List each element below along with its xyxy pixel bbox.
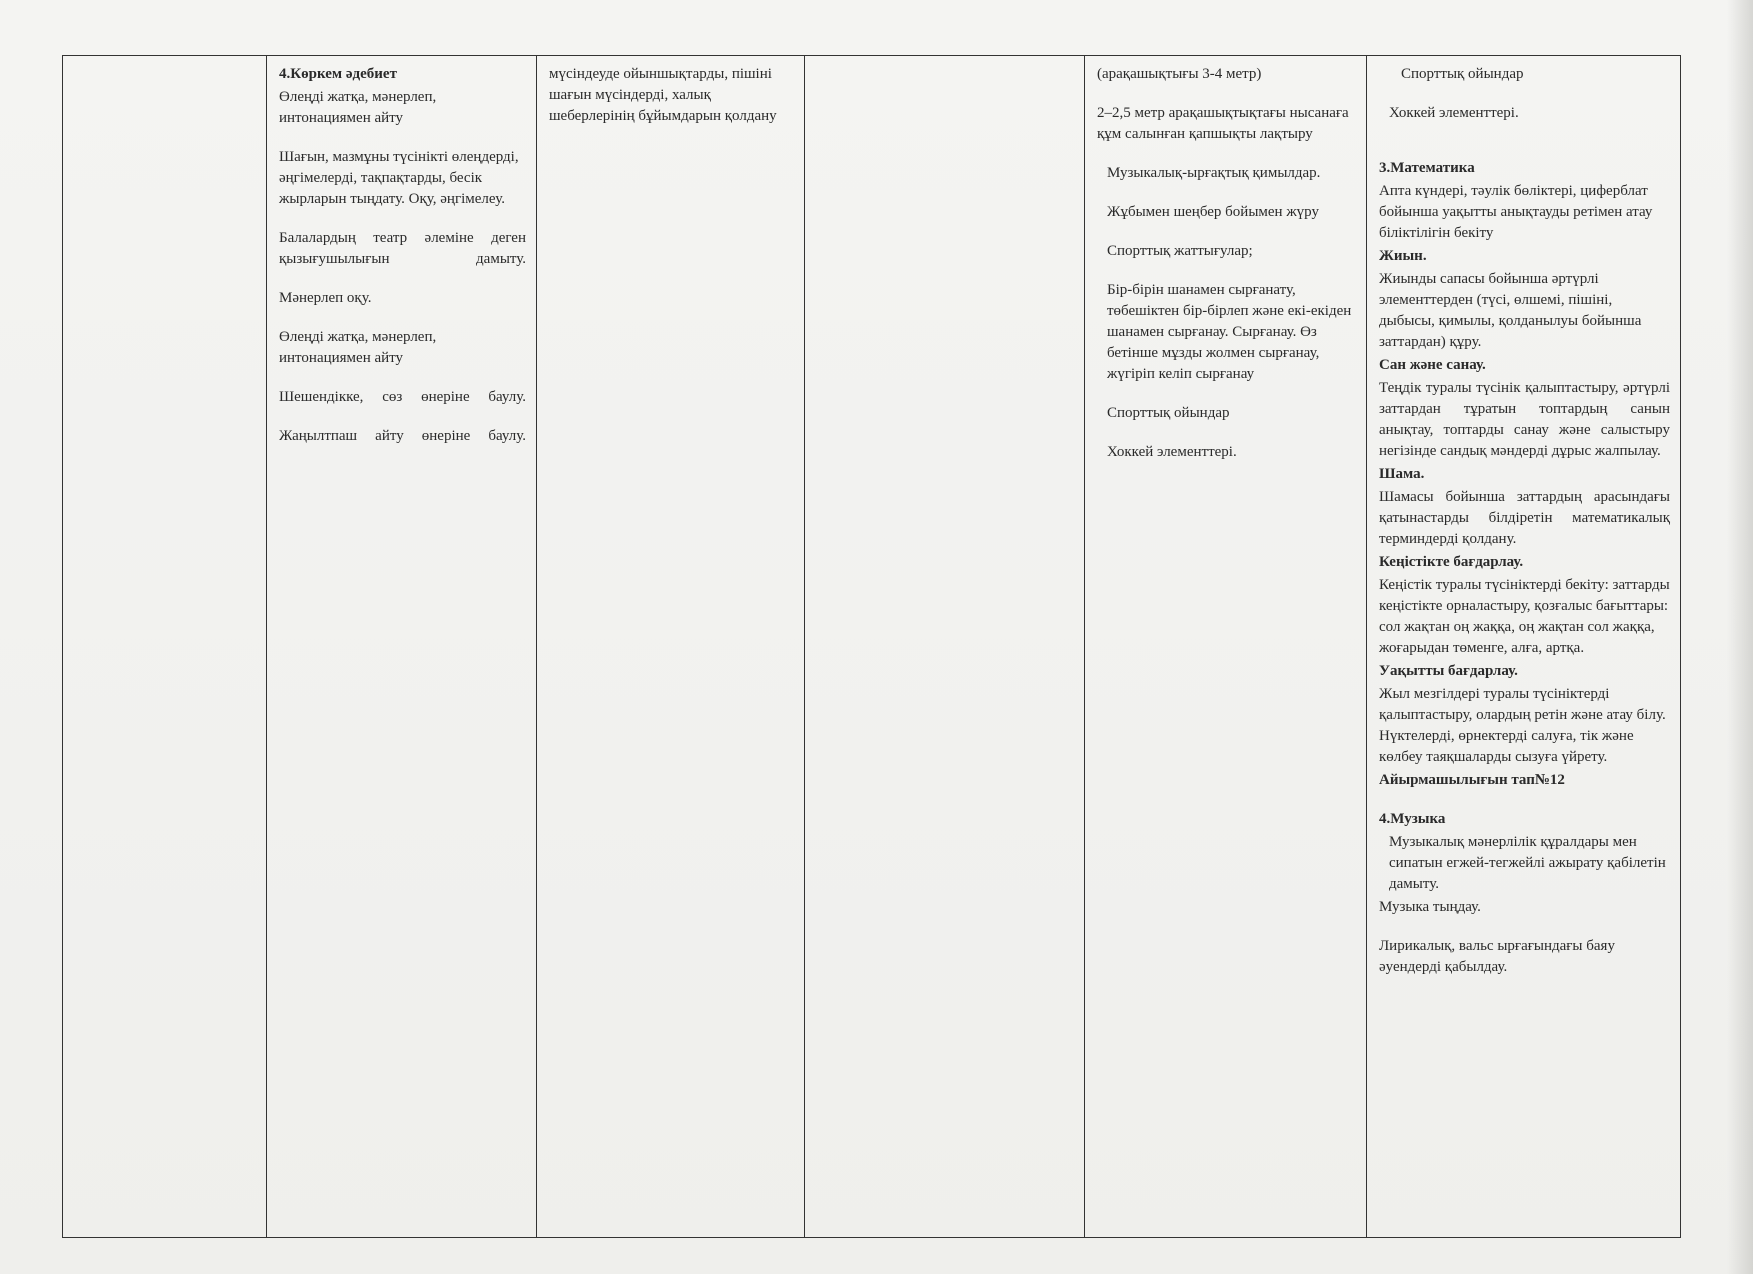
physical-p3: Музыкалық-ырғақтық қимылдар. — [1107, 165, 1321, 181]
literature-p6: Шешендікке, сөз өнеріне баулу. — [279, 389, 526, 405]
cell-literature — [267, 56, 537, 1238]
count-text: Теңдік туралы түсінік қалыптастыру, әртүрлі заттардан тұратын топтардың санын анықтау, топтарды санау және салыстыру негізінде сандық мәндерді дұрыс жалпылау. — [1379, 380, 1670, 459]
physical-p8: Хоккей элементтері. — [1107, 444, 1237, 460]
music-last: Лирикалық, вальс ырғағындағы баяу әуендерді қабылдау. — [1379, 938, 1615, 975]
find-difference-label: Айырмашылығын тап№12 — [1379, 772, 1565, 788]
physical-p1: (арақашықтығы 3-4 метр) — [1097, 66, 1262, 82]
music-text: Музыкалық мәнерлілік құралдары мен сипатын егжей-тегжейлі ажырату қабілетін дамыту. — [1389, 834, 1666, 892]
literature-p2: Шағын, мазмұны түсінікті өлеңдерді, әңгімелерді, тақпақтарды, бесік жырларын тыңдату. Оқу, әңгімелеу. — [279, 149, 519, 207]
cell-physical — [1085, 56, 1367, 1238]
size-text: Шамасы бойынша заттардың арасындағы қатынастарды білдіретін математикалық терминдерді қолдану. — [1379, 489, 1670, 547]
math-intro: Апта күндері, тәулік бөліктері, циферблат бойынша уақытты анықтауды ретімен атау біліктілігін бекіту — [1379, 183, 1653, 241]
literature-heading: 4.Көркем әдебиет — [279, 66, 397, 82]
cell-empty-1 — [63, 56, 267, 1238]
time-heading: Уақытты бағдарлау. — [1379, 663, 1518, 679]
cell-math-music — [1367, 56, 1681, 1238]
size-heading: Шама. — [1379, 466, 1425, 482]
literature-p1: Өлеңді жатқа, мәнерлеп, интонациямен айту — [279, 89, 437, 126]
physical-p5: Спорттық жаттығулар; — [1107, 243, 1253, 259]
set-heading: Жиын. — [1379, 248, 1427, 264]
hockey-text: Хоккей элементтері. — [1389, 105, 1519, 121]
physical-p7: Спорттық ойындар — [1107, 405, 1230, 421]
math-heading: 3.Математика — [1379, 160, 1475, 176]
cell-sculpting — [537, 56, 805, 1238]
page-edge-shadow — [1727, 0, 1753, 1274]
space-text: Кеңістік туралы түсініктерді бекіту: заттарды кеңістікте орналастыру, қозғалыс бағыттары: сол жақтан оң жаққа, оң жақтан сол жаққа, жоғарыдан төменге, алға, артқа. — [1379, 577, 1670, 656]
cell-empty-4 — [805, 56, 1085, 1238]
literature-p4: Мәнерлеп оқу. — [279, 290, 372, 306]
music-heading: 4.Музыка — [1379, 811, 1446, 827]
literature-p5: Өлеңді жатқа, мәнерлеп, интонациямен айту — [279, 329, 437, 366]
table-row — [63, 56, 1681, 1238]
physical-p2: 2–2,5 метр арақашықтықтағы нысанаға құм салынған қапшықты лақтыру — [1097, 105, 1349, 142]
space-heading: Кеңістікте бағдарлау. — [1379, 554, 1524, 570]
sculpting-p1: мүсіндеуде ойыншықтарды, пішіні шағын мүсіндерді, халық шеберлерінің бұйымдарын қолдану — [549, 66, 777, 124]
literature-p3: Балалардың театр әлеміне деген қызығушылығын дамыту. — [279, 230, 526, 267]
physical-p6: Бір-бірін шанамен сырғанату, төбешіктен бір-бірлеп және екі-екіден шанамен сырғанау. Сырғанау. Өз бетінше мұзды жолмен сырғанау, жүгіріп келіп сырғанау — [1107, 282, 1352, 382]
music-listen: Музыка тыңдау. — [1379, 899, 1481, 915]
time-text: Жыл мезгілдері туралы түсініктерді қалыптастыру, олардың ретін және атау білу. Нүктелерді, өрнектерді салуға, тік және көлбеу таяқшаларды сызуға үйрету. — [1379, 686, 1666, 765]
set-text: Жиынды сапасы бойынша әртүрлі элементтерден (түсі, өлшемі, пішіні, дыбысы, қимылы, қолданылуы бойынша заттардан) құру. — [1379, 271, 1642, 350]
physical-p4: Жұбымен шеңбер бойымен жүру — [1107, 204, 1319, 220]
literature-p7: Жаңылтпаш айту өнеріне баулу. — [279, 428, 526, 444]
sport-games-text: Спорттық ойындар — [1401, 66, 1524, 82]
count-heading: Сан және санау. — [1379, 357, 1486, 373]
plan-table — [62, 55, 1681, 1238]
